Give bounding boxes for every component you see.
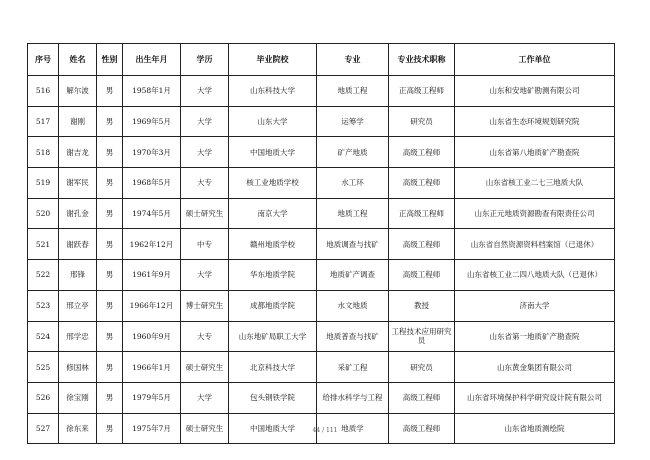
table-cell: 硕士研究生 xyxy=(181,352,229,383)
table-cell: 高级工程师 xyxy=(389,260,455,291)
table-cell: 男 xyxy=(97,382,123,413)
column-header: 工作单位 xyxy=(455,44,615,76)
table-cell: 山东省自然资源资料档案馆（已退休） xyxy=(455,229,615,260)
table-cell: 运筹学 xyxy=(317,106,389,137)
table-cell: 1966年1月 xyxy=(123,352,181,383)
table-cell: 大专 xyxy=(181,168,229,199)
table-cell: 中专 xyxy=(181,229,229,260)
table-cell: 谢军民 xyxy=(59,168,97,199)
table-cell: 男 xyxy=(97,76,123,107)
table-cell: 邢锋 xyxy=(59,260,97,291)
table-cell: 山东和安地矿勘测有限公司 xyxy=(455,76,615,107)
table-cell: 1962年12月 xyxy=(123,229,181,260)
table-cell: 工程技术应用研究员 xyxy=(389,321,455,352)
table-cell: 男 xyxy=(97,168,123,199)
table-cell: 给排水科学与工程 xyxy=(317,382,389,413)
table-cell: 修国林 xyxy=(59,352,97,383)
column-header: 学历 xyxy=(181,44,229,76)
table-cell: 1974年5月 xyxy=(123,198,181,229)
table-cell: 地质矿产调查 xyxy=(317,260,389,291)
table-cell: 地质普查与找矿 xyxy=(317,321,389,352)
table-cell: 北京科技大学 xyxy=(229,352,317,383)
table-cell: 男 xyxy=(97,290,123,321)
table-cell: 矿产地质 xyxy=(317,137,389,168)
table-cell: 大学 xyxy=(181,137,229,168)
table-cell: 1969年5月 xyxy=(123,106,181,137)
table-cell: 1961年9月 xyxy=(123,260,181,291)
table-cell: 谢吉龙 xyxy=(59,137,97,168)
table-cell: 硕士研究生 xyxy=(181,413,229,444)
table-cell: 谢跃春 xyxy=(59,229,97,260)
table-cell: 1975年7月 xyxy=(123,413,181,444)
table-cell: 大学 xyxy=(181,260,229,291)
table-cell: 山东大学 xyxy=(229,106,317,137)
table-cell: 1968年5月 xyxy=(123,168,181,199)
table-cell: 谢刚 xyxy=(59,106,97,137)
table-cell: 赣州地质学校 xyxy=(229,229,317,260)
table-row xyxy=(28,106,615,137)
table-cell: 正高级工程师 xyxy=(389,76,455,107)
table-cell: 博士研究生 xyxy=(181,290,229,321)
table-cell: 517 xyxy=(28,106,59,137)
column-header: 姓名 xyxy=(59,44,97,76)
table-cell: 516 xyxy=(28,76,59,107)
table-cell: 522 xyxy=(28,260,59,291)
table-cell: 山东省地质测绘院 xyxy=(455,413,615,444)
table-cell: 大专 xyxy=(181,321,229,352)
table-cell: 大学 xyxy=(181,382,229,413)
column-header: 专业技术职称 xyxy=(389,44,455,76)
table-cell: 包头钢铁学院 xyxy=(229,382,317,413)
table-cell: 山东正元地质资源勘查有限责任公司 xyxy=(455,198,615,229)
table-row xyxy=(28,352,615,383)
table-row xyxy=(28,260,615,291)
table-cell: 水文地质 xyxy=(317,290,389,321)
table-cell: 地质学 xyxy=(317,413,389,444)
table-cell: 山东省核工业二七三地质大队 xyxy=(455,168,615,199)
table-cell: 山东省第八地质矿产勘查院 xyxy=(455,137,615,168)
table-cell: 1958年1月 xyxy=(123,76,181,107)
table-cell: 核工业地质学校 xyxy=(229,168,317,199)
table-cell: 中国地质大学 xyxy=(229,413,317,444)
table-cell: 水工环 xyxy=(317,168,389,199)
table-cell: 研究员 xyxy=(389,106,455,137)
table-cell: 1979年5月 xyxy=(123,382,181,413)
table-cell: 山东黄金集团有限公司 xyxy=(455,352,615,383)
table-cell: 南京大学 xyxy=(229,198,317,229)
table-cell: 高级工程师 xyxy=(389,413,455,444)
table-cell: 男 xyxy=(97,137,123,168)
table-cell: 男 xyxy=(97,321,123,352)
table-cell: 教授 xyxy=(389,290,455,321)
table-cell: 硕士研究生 xyxy=(181,198,229,229)
table-cell: 华东地质学院 xyxy=(229,260,317,291)
table-cell: 山东科技大学 xyxy=(229,76,317,107)
table-cell: 济南大学 xyxy=(455,290,615,321)
table-cell: 525 xyxy=(28,352,59,383)
column-header: 序号 xyxy=(28,44,59,76)
table-cell: 地质工程 xyxy=(317,76,389,107)
table-cell: 邢学忠 xyxy=(59,321,97,352)
table-cell: 徐东来 xyxy=(59,413,97,444)
table-cell: 男 xyxy=(97,260,123,291)
table-cell: 男 xyxy=(97,352,123,383)
column-header: 专业 xyxy=(317,44,389,76)
table-cell: 成都地质学院 xyxy=(229,290,317,321)
roster-table xyxy=(27,43,615,444)
table-cell: 523 xyxy=(28,290,59,321)
table-cell: 男 xyxy=(97,229,123,260)
table-cell: 高级工程师 xyxy=(389,137,455,168)
table-row xyxy=(28,290,615,321)
column-header: 毕业院校 xyxy=(229,44,317,76)
table-cell: 男 xyxy=(97,413,123,444)
table-cell: 山东省环境保护科学研究设计院有限公司 xyxy=(455,382,615,413)
table-cell: 526 xyxy=(28,382,59,413)
table-cell: 524 xyxy=(28,321,59,352)
table-cell: 山东省核工业二四八地质大队（已退休） xyxy=(455,260,615,291)
table-cell: 谢孔金 xyxy=(59,198,97,229)
table-cell: 地质调查与找矿 xyxy=(317,229,389,260)
table-cell: 中国地质大学 xyxy=(229,137,317,168)
table-cell: 519 xyxy=(28,168,59,199)
table-cell: 山东地矿局职工大学 xyxy=(229,321,317,352)
table-row xyxy=(28,198,615,229)
table-cell: 采矿工程 xyxy=(317,352,389,383)
table-cell: 大学 xyxy=(181,106,229,137)
table-cell: 518 xyxy=(28,137,59,168)
table-cell: 1960年9月 xyxy=(123,321,181,352)
table-row xyxy=(28,229,615,260)
table-cell: 1966年12月 xyxy=(123,290,181,321)
table-body xyxy=(28,76,615,444)
table-cell: 男 xyxy=(97,198,123,229)
table-row xyxy=(28,382,615,413)
table-row xyxy=(28,137,615,168)
header-row xyxy=(28,44,615,76)
table-cell: 大学 xyxy=(181,76,229,107)
table-cell: 521 xyxy=(28,229,59,260)
table-row xyxy=(28,168,615,199)
table-cell: 527 xyxy=(28,413,59,444)
table-cell: 研究员 xyxy=(389,352,455,383)
table-cell: 正高级工程师 xyxy=(389,198,455,229)
table-cell: 山东省第一地质矿产勘查院 xyxy=(455,321,615,352)
table-cell: 520 xyxy=(28,198,59,229)
table-cell: 1970年3月 xyxy=(123,137,181,168)
table-cell: 邢立亭 xyxy=(59,290,97,321)
table-cell: 山东省生态环境规划研究院 xyxy=(455,106,615,137)
table-cell: 高级工程师 xyxy=(389,229,455,260)
table-cell: 地质工程 xyxy=(317,198,389,229)
column-header: 性别 xyxy=(97,44,123,76)
table-row xyxy=(28,321,615,352)
page-number: 44 / 111 xyxy=(312,427,338,434)
table-cell: 徐宝刚 xyxy=(59,382,97,413)
table-cell: 男 xyxy=(97,106,123,137)
column-header: 出生年月 xyxy=(123,44,181,76)
table-cell: 高级工程师 xyxy=(389,168,455,199)
table-row xyxy=(28,76,615,107)
table-cell: 解尔波 xyxy=(59,76,97,107)
table-cell: 高级工程师 xyxy=(389,382,455,413)
